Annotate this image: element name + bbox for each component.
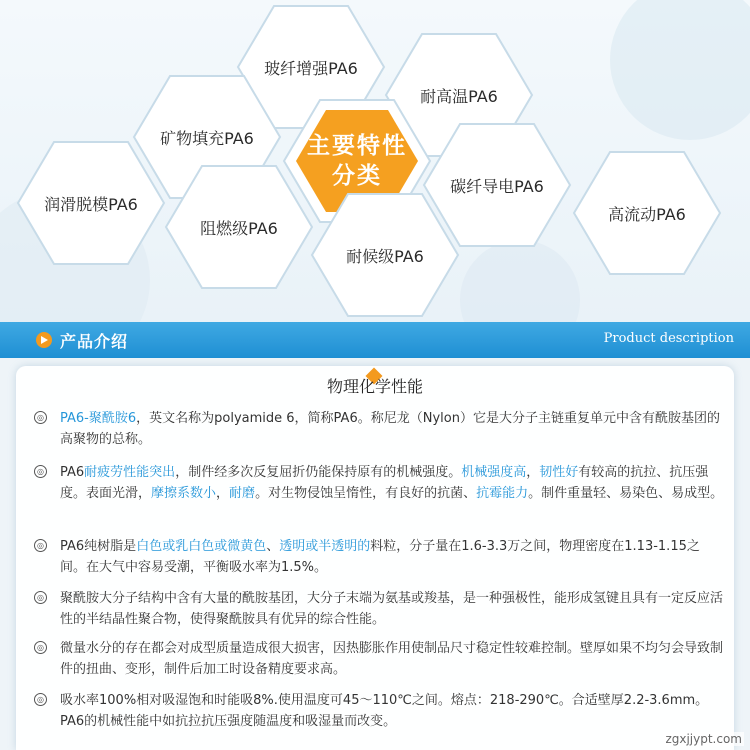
paragraph-text: [34, 536, 724, 578]
highlight-text: 耐磨: [229, 486, 256, 501]
feature-hex-area: [0, 0, 750, 322]
feature-label: 玻纤增强PA6: [264, 58, 358, 78]
feature-hex-lubricated: [16, 138, 166, 268]
highlight-text: PA6-聚酰胺6: [60, 411, 137, 426]
section-title: 物理化学性能: [326, 377, 423, 396]
body-text: 微量水分的存在都会对成型质量造成很大损害，因热膨胀作用使制品尺寸稳定性较难控制。壁厚如果不均匀会导致制件的扭曲、变形，制件后加工时设备精度要求高。: [60, 641, 724, 677]
body-text: ，英文名称为polyamide 6，简称PA6。称尼龙（Nylon）它是大分子主链重复单元中含有酰胺基团的高聚物的总称。: [60, 411, 720, 447]
paragraph-5: [34, 638, 724, 680]
paragraph-2: [34, 462, 724, 504]
highlight-text: 摩擦系数小: [151, 486, 217, 501]
product-intro-bar: [0, 322, 750, 358]
feature-label: 润滑脱模PA6: [44, 194, 138, 214]
paragraph-text: [34, 638, 724, 680]
paragraph-text: [34, 408, 724, 450]
feature-hex-flame-retardant: [164, 162, 314, 292]
description-card: [16, 366, 734, 750]
paragraph-text: [34, 690, 724, 732]
bullet-icon: ◎: [34, 465, 47, 478]
feature-center-title: 主要特性分类: [307, 133, 407, 189]
bullet-icon: ◎: [34, 693, 47, 706]
body-text: ，: [216, 486, 230, 501]
highlight-text: 韧性好: [539, 465, 579, 480]
body-text: 吸水率100%相对吸湿饱和时能吸8%.使用温度可45～110℃之间。熔点：218-290℃。合适壁厚2.2-3.6mm。PA6的机械性能中如抗拉抗压强度随温度和吸湿量而改变。: [60, 693, 709, 729]
feature-hex-weather: [310, 190, 460, 320]
intro-subtitle-en: Product description: [603, 331, 734, 346]
intro-title: 产品介绍: [60, 331, 129, 351]
highlight-text: 机械强度高: [461, 465, 527, 480]
highlight-text: 透明或半透明的: [279, 539, 371, 554]
feature-hex-high-flow: [572, 148, 722, 278]
paragraph-1: [34, 408, 724, 450]
body-text: 料粒，分子量在1.6-3.3万之间，物理密度在1.13-1.15之间。在大气中容易受潮，平衡吸水率为1.5%。: [60, 539, 700, 575]
bullet-icon: ◎: [34, 641, 47, 654]
highlight-text: 耐疲劳性能突出: [84, 465, 176, 480]
body-text: 有较高的抗拉、抗压强度。表面光滑，: [60, 465, 709, 501]
body-text: PA6纯树脂是: [60, 539, 137, 554]
play-circle-icon: [36, 332, 52, 348]
body-text: PA6: [60, 465, 85, 480]
feature-label: 耐候级PA6: [346, 246, 424, 266]
body-text: 。对生物侵蚀呈惰性，有良好的抗菌、: [255, 486, 477, 501]
body-text: ，制件经多次反复屈折仍能保持原有的机械强度。: [175, 465, 462, 480]
paragraph-6: [34, 690, 724, 732]
watermark-text: zgxjjypt.com: [665, 732, 742, 746]
paragraph-3: [34, 536, 724, 578]
body-text: 。制件重量轻、易染色、易成型。: [528, 486, 724, 501]
highlight-text: 抗霉能力: [476, 486, 529, 501]
body-text: 、: [266, 539, 280, 554]
feature-label: 阻燃级PA6: [200, 218, 278, 238]
feature-label: 矿物填充PA6: [160, 128, 254, 148]
body-text: ，: [526, 465, 540, 480]
paragraph-text: [34, 462, 724, 504]
bullet-icon: ◎: [34, 539, 47, 552]
bullet-icon: ◎: [34, 411, 47, 424]
feature-label: 高流动PA6: [608, 204, 686, 224]
highlight-text: 白色或乳白色或微黄色: [136, 539, 267, 554]
body-text: 聚酰胺大分子结构中含有大量的酰胺基团，大分子末端为氨基或羧基，是一种强极性，能形成氢键且具有一定反应活性的半结晶性聚合物，使得聚酰胺具有优异的综合性能。: [60, 591, 724, 627]
paragraph-4: [34, 588, 724, 630]
paragraph-text: [34, 588, 724, 630]
feature-label: 耐高温PA6: [420, 86, 498, 106]
feature-label: 碳纤导电PA6: [450, 176, 544, 196]
bullet-icon: ◎: [34, 591, 47, 604]
